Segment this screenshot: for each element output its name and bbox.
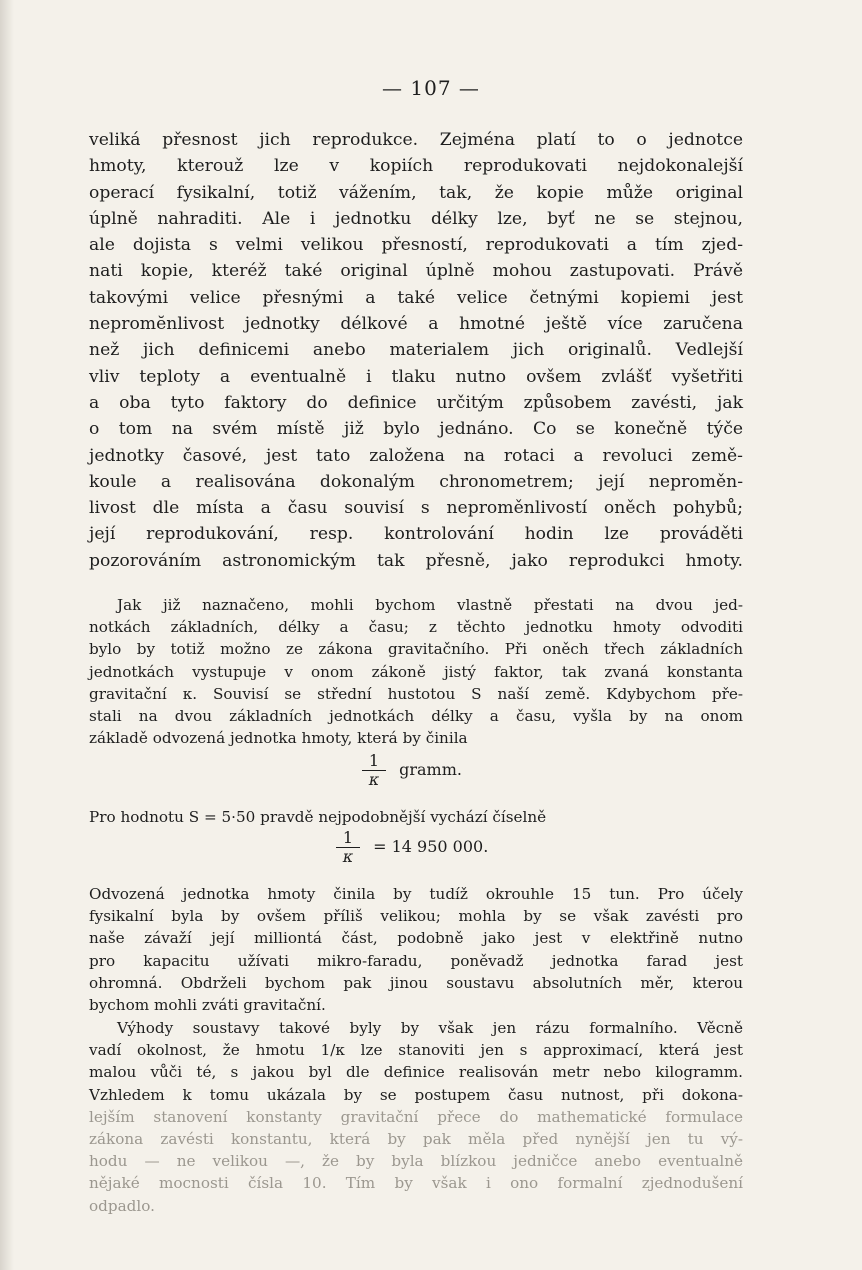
text-line: a oba tyto faktory do definice určitým způsobem zavésti, jak [89, 392, 743, 413]
text-line: zákona zavésti konstantu, která by pak měla před nynější jen tu vý- [89, 1130, 743, 1149]
text-line: gravitační κ. Souvisí se střední hustotou S naší země. Kdybychom pře- [89, 684, 743, 703]
text-line: Jak již naznačeno, mohli bychom vlastně přestati na dvou jed- [117, 596, 743, 614]
fraction [362, 752, 386, 789]
fraction-denominator: κ [342, 847, 354, 866]
text-line: bychom mohli zváti gravitační. [89, 996, 326, 1015]
text-line: livost dle místa a času souvisí s neproměnlivostí oněch pohybů; [89, 498, 743, 519]
paragraph-3 [89, 806, 743, 828]
text-line: úplně nahraditi. Ale i jednotku délky lze, byť ne se stejnou, [89, 208, 743, 229]
text-line: Odvozená jednotka hmoty činila by tudíž okrouhle 15 tun. Pro účely [89, 885, 743, 903]
text-line: vadí okolnost, že hmotu 1/κ lze stanoviti jen s approximací, která jest [89, 1041, 743, 1060]
text-line: o tom na svém místě již bylo jednáno. Co se konečně týče [89, 419, 743, 440]
text-line: hodu — ne velikou —, že by byla blízkou jedničce anebo eventualně [89, 1152, 743, 1171]
paragraph-5 [89, 1017, 743, 1217]
text-line: veliká přesnost jich reprodukce. Zejména platí to o jednotce [89, 130, 743, 150]
text-line: základě odvozená jednotka hmoty, která by činila [89, 729, 468, 748]
formula-value: = 14 950 000. [373, 837, 489, 856]
text-line: hmoty, kterouž lze v kopiích reprodukovati nejdokonalejší [89, 156, 743, 177]
text-line: Vzhledem k tomu ukázala by se postupem času nutnost, při dokona- [89, 1085, 743, 1104]
text-line: pro kapacitu užívati mikro-faradu, poněvadž jednotka farad jest [89, 951, 743, 970]
formula-one-over-kappa-value [336, 829, 488, 866]
text-line: než jich definicemi anebo materialem jich originalů. Vedlejší [89, 340, 743, 361]
paragraph-4 [89, 883, 743, 1016]
text-line: malou vůči té, s jakou byl dle definice realisován metr nebo kilogramm. [89, 1063, 743, 1082]
text-line: naše závaží její milliontá část, podobně jako jest v elektřině nutno [89, 929, 743, 948]
text-line: Pro hodnotu S = 5·50 pravdě nejpodobnější vychází číselně [89, 808, 547, 826]
text-line: takovými velice přesnými a také velice četnými kopiemi jest [89, 287, 743, 308]
text-line: koule a realisována dokonalým chronometrem; její neproměn- [89, 471, 743, 492]
text-line: její reprodukování, resp. kontrolování hodin lze prováděti [89, 524, 743, 545]
text-line: nějaké mocnosti čísla 10. Tím by však i ono formalní zjednodušení [89, 1174, 743, 1193]
text-line: jednotkách vystupuje v onom zákoně jistý faktor, tak zvaná konstanta [89, 662, 743, 681]
text-line: nati kopie, kteréž také original úplně mohou zastupovati. Právě [89, 261, 743, 282]
paragraph-2 [89, 594, 743, 749]
formula-one-over-kappa-gramm [362, 752, 462, 789]
text-line: ale dojista s velmi velikou přesností, reprodukovati a tím zjed- [89, 235, 743, 256]
text-line: notkách základních, délky a času; z těchto jednotku hmoty odvoditi [89, 618, 743, 637]
text-line: pozorováním astronomickým tak přesně, jako reprodukci hmoty. [89, 550, 743, 571]
text-line: bylo by totiž možno ze zákona gravitačního. Při oněch třech základních [89, 640, 743, 659]
text-line: vliv teploty a eventualně i tlaku nutno ovšem zvlášť vyšetřiti [89, 366, 743, 387]
text-line: odpadlo. [89, 1196, 155, 1215]
text-line: Výhody soustavy takové byly by však jen rázu formalního. Věcně [117, 1019, 743, 1037]
text-line: jednotky časové, jest tato založena na rotaci a revoluci země- [89, 445, 743, 466]
text-line: stali na dvou základních jednotkách délky a času, vyšla by na onom [89, 707, 743, 726]
text-line: nepromĕnlivost jednotky délkové a hmotné ještě více zaručena [89, 314, 743, 335]
text-line: fysikalní byla by ovšem příliš velikou; mohla by se však zavésti pro [89, 907, 743, 926]
page-number: — 107 — [382, 76, 480, 100]
formula-unit: gramm. [399, 760, 462, 779]
fraction-numerator: 1 [368, 751, 380, 770]
fraction-denominator: κ [368, 770, 380, 789]
fraction [336, 829, 360, 866]
text-line: lejším stanovení konstanty gravitační přece do mathematické formulace [89, 1107, 743, 1126]
text-line: ohromná. Obdrželi bychom pak jinou soustavu absolutních měr, kterou [89, 973, 743, 992]
text-line: operací fysikalní, totiž vážením, tak, že kopie může original [89, 182, 743, 203]
fraction-numerator: 1 [342, 828, 354, 847]
page-edge-shadow [0, 0, 14, 1270]
paragraph-1 [89, 127, 743, 574]
